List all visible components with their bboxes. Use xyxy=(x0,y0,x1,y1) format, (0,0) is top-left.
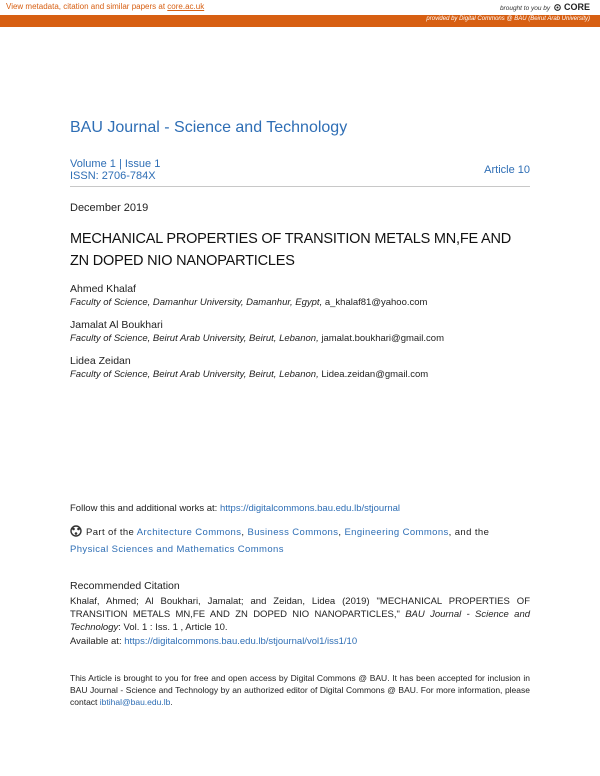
author-name: Lidea Zeidan xyxy=(70,355,131,367)
contact-email-link[interactable]: ibtihal@bau.edu.lb xyxy=(99,697,171,707)
separator: , xyxy=(241,527,248,538)
volume-issue xyxy=(70,158,160,170)
issue-link[interactable]: Issue 1 xyxy=(124,158,161,170)
metadata-text: View metadata, citation and similar papers at xyxy=(6,2,168,11)
author-affiliation xyxy=(70,297,427,308)
core-logo: CORE xyxy=(563,2,590,12)
article-url-link[interactable]: https://digitalcommons.bau.edu.lb/stjournal/vol1/iss1/10 xyxy=(124,636,358,647)
network-icon xyxy=(70,525,82,537)
follow-link[interactable]: https://digitalcommons.bau.edu.lb/stjournal xyxy=(219,503,401,514)
architecture-commons-link[interactable]: Architecture Commons xyxy=(136,527,242,538)
citation-journal: BAU Journal - Science and Technology xyxy=(70,609,531,633)
affiliation-text: Faculty of Science, Beirut Arab University, Beirut, Lebanon, xyxy=(70,369,319,380)
separator: , and the xyxy=(448,527,490,538)
affiliation-text: Faculty of Science, Damanhur University, Damanhur, Egypt, xyxy=(70,297,323,308)
follow-text: Follow this and additional works at: xyxy=(70,503,220,514)
journal-title-link[interactable]: BAU Journal - Science and Technology xyxy=(70,119,348,136)
paper-title: MECHANICAL PROPERTIES OF TRANSITION METALS MN,FE AND ZN DOPED NIO NANOPARTICLES xyxy=(70,231,512,269)
author-email: a_khalaf81@yahoo.com xyxy=(322,297,428,308)
part-of-commons xyxy=(70,524,530,558)
article-link[interactable]: Article 10 xyxy=(484,164,530,176)
access-notice xyxy=(70,672,530,708)
access-text: This Article is brought to you for free and open access by Digital Commons @ BAU. It has been accepted for inclusion in BAU Journal - Science and Technology by an authorized editor of Digital Commons @ BAU. For more information, please contact xyxy=(70,673,530,707)
physical-sciences-commons-link[interactable]: Physical Sciences and Mathematics Commons xyxy=(70,544,284,555)
engineering-commons-link[interactable]: Engineering Commons xyxy=(344,527,449,538)
citation-main: Khalaf, Ahmed; Al Boukhari, Jamalat; and Zeidan, Lidea (2019) "MECHANICAL PROPERTIES OF TRANSITION METALS MN,FE AND ZN DOPED NIO NANOPARTICLES," xyxy=(70,596,530,620)
partof-prefix: Part of the xyxy=(86,527,137,538)
issn: ISSN: 2706-784X xyxy=(70,170,156,182)
core-icon xyxy=(554,4,561,11)
affiliation-text: Faculty of Science, Beirut Arab University, Beirut, Lebanon, xyxy=(70,333,319,344)
core-link[interactable]: core.ac.uk xyxy=(167,2,205,11)
author-name: Jamalat Al Boukhari xyxy=(70,319,163,331)
business-commons-link[interactable]: Business Commons xyxy=(247,527,339,538)
top-banner xyxy=(0,0,600,27)
volume-separator: | xyxy=(118,158,122,170)
follow-works xyxy=(70,503,400,514)
volume-link[interactable]: Volume 1 xyxy=(70,158,116,170)
citation-volume: : Vol. 1 : Iss. 1 , Article 10. xyxy=(118,622,228,633)
citation-text xyxy=(70,595,530,634)
provided-by: provided by Digital Commons @ BAU (Beirut Arab University) xyxy=(426,16,590,22)
author-email: jamalat.boukhari@gmail.com xyxy=(318,333,444,344)
citation-heading: Recommended Citation xyxy=(70,580,180,592)
publication-date: December 2019 xyxy=(70,202,149,214)
header-divider xyxy=(70,186,530,187)
author-name: Ahmed Khalaf xyxy=(70,283,136,295)
author-affiliation xyxy=(70,369,428,380)
core-badge[interactable] xyxy=(500,2,590,12)
author-affiliation xyxy=(70,333,444,344)
author-email: Lidea.zeidan@gmail.com xyxy=(318,369,429,380)
available-text: Available at: xyxy=(70,636,125,647)
brought-by-text: brought to you by xyxy=(499,5,551,12)
available-at xyxy=(70,636,357,647)
access-end: . xyxy=(170,697,173,707)
metadata-notice xyxy=(6,2,204,11)
separator: , xyxy=(338,527,345,538)
